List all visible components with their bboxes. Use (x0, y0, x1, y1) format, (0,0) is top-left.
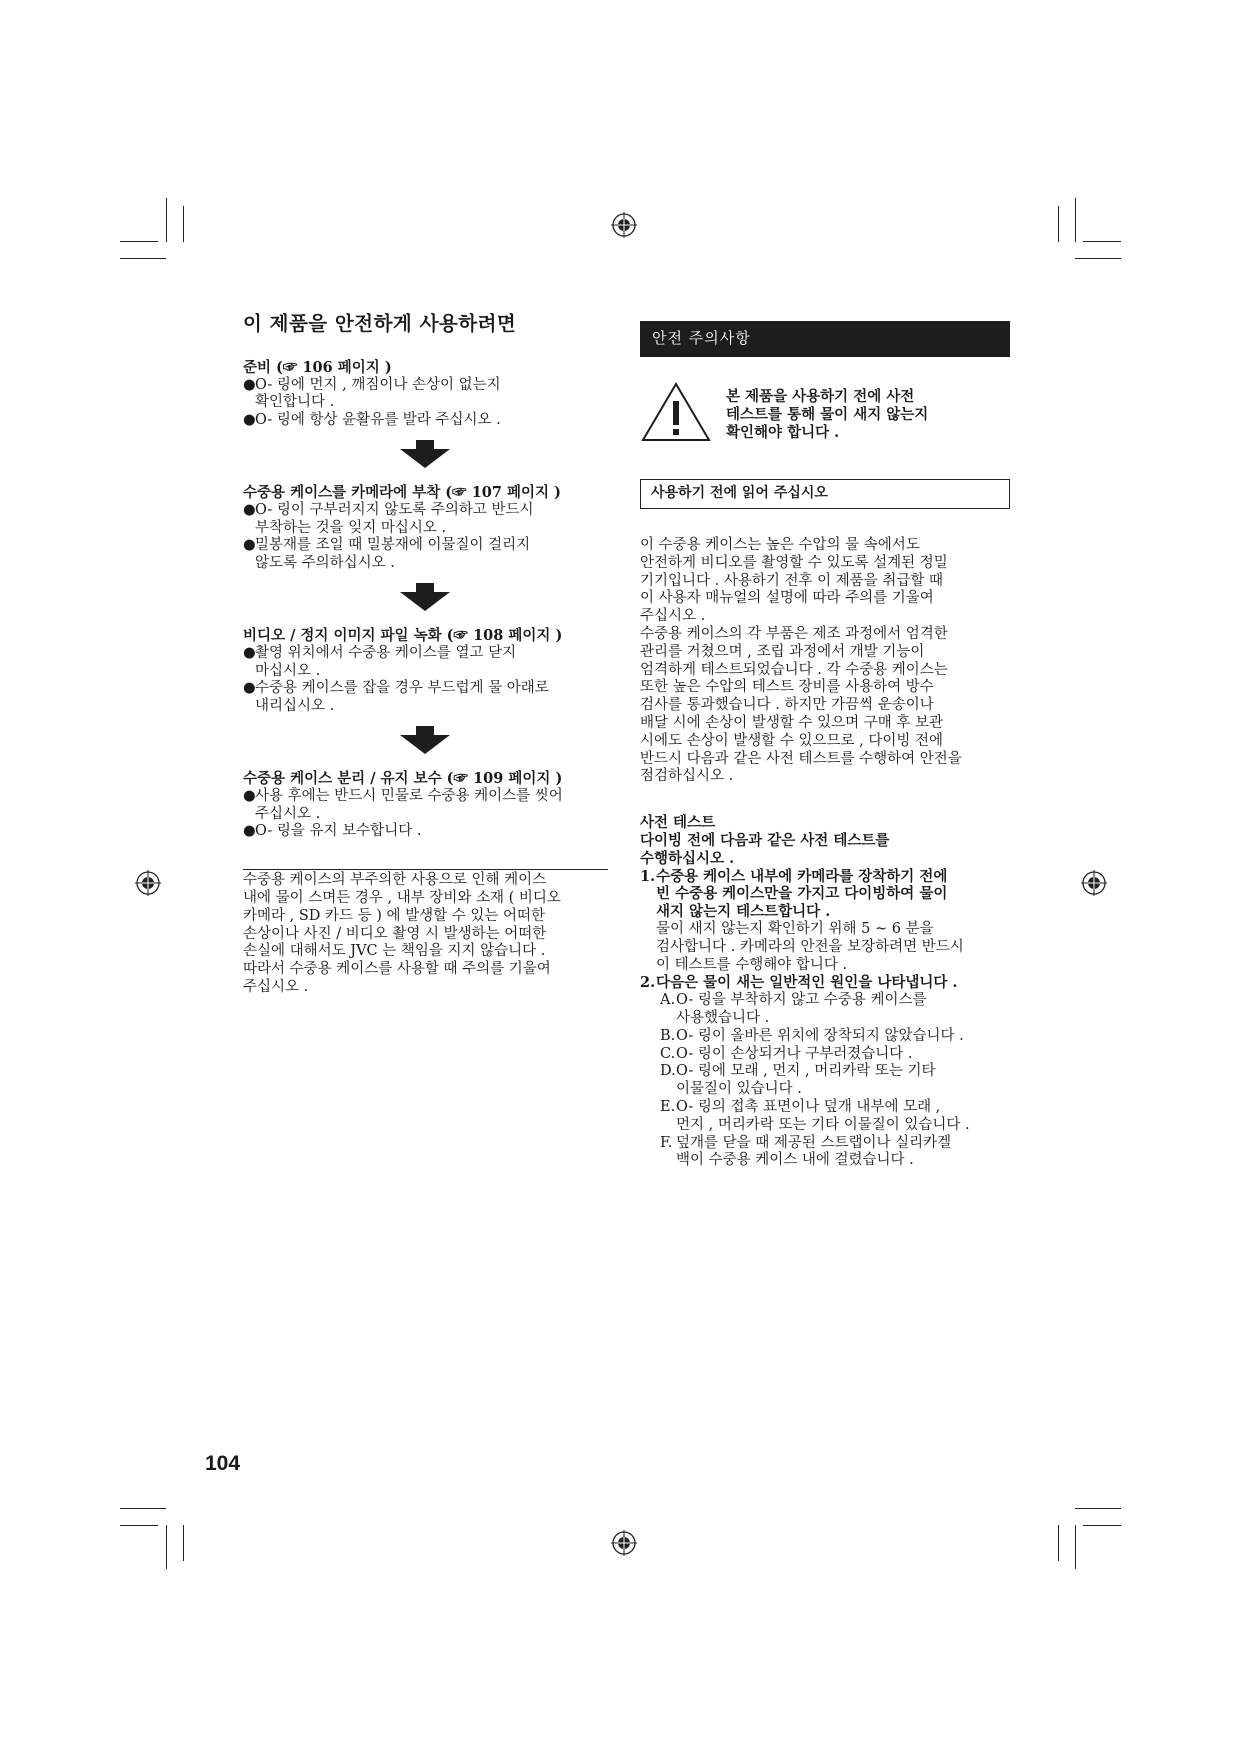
warning-line: 테스트를 통해 물이 새지 않는지 (726, 406, 929, 423)
section-banner: 안전 주의사항 (640, 321, 1010, 357)
intro-line: 시에도 손상이 발생할 수 있으므로 , 다이빙 전에 (640, 732, 944, 749)
bullet-line: 마십시오 . (255, 662, 321, 679)
cause-line: O- 링을 부착하지 않고 수중용 케이스를 (676, 992, 927, 1009)
intro-line: 기기입니다 . 사용하기 전후 이 제품을 취급할 때 (640, 572, 944, 589)
registration-mark-icon (1081, 870, 1107, 896)
cause-line: 이물질이 있습니다 . (676, 1081, 802, 1098)
cause-line: 사용했습니다 . (676, 1009, 770, 1026)
bullet-item (243, 680, 608, 716)
intro-line: 이 사용자 매뉴얼의 설명에 따라 주의를 기울여 (640, 590, 934, 607)
intro-line: 안전하게 비디오를 촬영할 수 있도록 설계된 정밀 (640, 554, 948, 571)
step-detach-maintain (243, 770, 608, 841)
disclaimer-line: 주십시오 . (243, 978, 309, 995)
disclaimer (243, 869, 608, 997)
warning-line: 본 제품을 사용하기 전에 사전 (726, 388, 915, 405)
cause-item (640, 1135, 1010, 1171)
right-column (640, 320, 1010, 1170)
cause-line: O- 링에 모래 , 먼지 , 머리카락 또는 기타 (676, 1063, 936, 1080)
warning-text (726, 388, 928, 442)
intro-line: 엄격하게 테스트되었습니다 . 각 수중용 케이스는 (640, 661, 948, 678)
warning-triangle-icon (640, 381, 712, 443)
pretest-item-1 (640, 868, 1010, 975)
disclaimer-line: 수중용 케이스의 부주의한 사용으로 인해 케이스 (243, 872, 547, 889)
cause-line: 덮개를 닫을 때 제공된 스트랩이나 실리카겔 (676, 1134, 952, 1151)
disclaimer-line: 카메라 , SD 카드 등 ) 에 발생할 수 있는 어떠한 (243, 907, 546, 924)
bullet-line: 촬영 위치에서 수중용 케이스를 열고 닫지 (255, 644, 517, 661)
step-title: 수중용 케이스를 카메라에 부착 (☞ 107 페이지 ) (243, 483, 561, 501)
bullet-line: 부착하는 것을 잊지 마십시오 . (255, 519, 447, 536)
step-record (243, 627, 608, 716)
cause-line: 백이 수중용 케이스 내에 걸렸습니다 . (676, 1152, 914, 1169)
disclaimer-line: 내에 물이 스며든 경우 , 내부 장비와 소재 ( 비디오 (243, 889, 561, 906)
down-arrow-icon (400, 583, 450, 611)
intro-line: 검사를 통과했습니다 . 하지만 가끔씩 운송이나 (640, 697, 934, 714)
bullet-line: O- 링에 먼지 , 깨짐이나 손상이 없는지 (255, 376, 501, 393)
step-title: 비디오 / 정지 이미지 파일 녹화 (☞ 108 페이지 ) (243, 626, 563, 644)
bullet-line: O- 링이 구부러지지 않도록 주의하고 반드시 (255, 501, 534, 518)
registration-mark-icon (611, 1530, 637, 1556)
bullet-icon: ● (243, 644, 256, 661)
intro-line: 반드시 다음과 같은 사전 테스트를 수행하여 안전을 (640, 750, 962, 767)
intro-line: 수중용 케이스의 각 부품은 제조 과정에서 엄격한 (640, 625, 948, 642)
page-title: 이 제품을 안전하게 사용하려면 (243, 312, 517, 335)
step-title: 준비 (☞ 106 페이지 ) (243, 358, 392, 376)
cause-letter: E. (660, 1098, 676, 1115)
read-before-use-heading: 사용하기 전에 읽어 주십시오 (640, 479, 1010, 509)
bullet-line: O- 링에 항상 윤활유를 발라 주십시오 . (255, 412, 501, 429)
cause-item (640, 1063, 1010, 1099)
disclaimer-line: 손상이나 사진 / 비디오 촬영 시 발생하는 어떠한 (243, 925, 547, 942)
down-arrow-icon (400, 440, 450, 468)
bullet-icon: ● (243, 787, 256, 804)
warning-line: 확인해야 합니다 . (726, 424, 840, 441)
bullet-icon: ● (243, 412, 256, 429)
down-arrow-icon (400, 726, 450, 754)
cause-letter: A. (660, 992, 676, 1009)
bullet-item (243, 377, 608, 413)
bullet-item (243, 412, 608, 430)
bullet-line: 내리십시오 . (255, 698, 335, 715)
cause-item (640, 992, 1010, 1028)
bullet-icon: ● (243, 680, 256, 697)
cause-line: O- 링이 올바른 위치에 장착되지 않았습니다 . (676, 1027, 964, 1044)
pretest-item-2 (640, 974, 1010, 992)
step-prepare (243, 359, 608, 430)
step-title: 수중용 케이스 분리 / 유지 보수 (☞ 109 페이지 ) (243, 769, 563, 787)
intro-line: 이 수중용 케이스는 높은 수압의 물 속에서도 (640, 537, 920, 553)
bullet-line: 않도록 주의하십시오 . (255, 555, 395, 572)
bullet-line: O- 링을 유지 보수합니다 . (255, 823, 422, 840)
pretest-lead-line: 다이빙 전에 다음과 같은 사전 테스트를 (640, 831, 890, 849)
pretest-title: 사전 테스트 (640, 814, 716, 832)
intro-line: 관리를 거쳤으며 , 조립 과정에서 개발 기능이 (640, 643, 925, 660)
item-bold-line: 새지 않는지 테스트합니다 . (656, 903, 831, 921)
intro-line: 주십시오 . (640, 608, 706, 625)
step-attach (243, 484, 608, 573)
cause-letter: F. (660, 1134, 673, 1151)
bullet-icon: ● (243, 501, 256, 518)
cause-letter: B. (660, 1027, 676, 1044)
bullet-line: 사용 후에는 반드시 민물로 수중용 케이스를 씻어 (255, 787, 563, 804)
item-bold-line: 다음은 물이 새는 일반적인 원인을 나타냅니다 . (656, 974, 958, 992)
bullet-line: 수중용 케이스를 잡을 경우 부드럽게 물 아래로 (255, 680, 549, 697)
intro-line: 또한 높은 수압의 테스트 장비를 사용하여 방수 (640, 679, 934, 696)
bullet-item (243, 645, 608, 681)
registration-mark-icon (611, 212, 637, 238)
item-bold-line: 빈 수중용 케이스만을 가지고 다이빙하여 물이 (656, 885, 948, 903)
page-number: 104 (205, 1452, 241, 1475)
bullet-icon: ● (243, 376, 256, 393)
warning-block (640, 381, 1010, 453)
bullet-item (243, 537, 608, 573)
bullet-line: 밀봉재를 조일 때 밀봉재에 이물질이 걸리지 (255, 537, 531, 554)
cause-line: O- 링이 손상되거나 구부러졌습니다 . (676, 1045, 913, 1062)
item-body-line: 이 테스트를 수행해야 합니다 . (656, 956, 848, 973)
bullet-item (243, 502, 608, 538)
cause-line: O- 링의 접촉 표면이나 덮개 내부에 모래 , (676, 1098, 941, 1115)
cause-item (640, 1099, 1010, 1135)
disclaimer-line: 따라서 수중용 케이스를 사용할 때 주의를 기울여 (243, 961, 551, 978)
registration-mark-icon (135, 870, 161, 896)
bullet-icon: ● (243, 823, 256, 840)
item-number: 2. (640, 974, 656, 992)
item-body-line: 물이 새지 않는지 확인하기 위해 5 ~ 6 분을 (656, 920, 934, 937)
bullet-line: 확인합니다 . (255, 394, 335, 411)
disclaimer-line: 손실에 대해서도 JVC 는 책임을 지지 않습니다 . (243, 943, 546, 960)
cause-item (640, 1046, 1010, 1064)
item-body-line: 검사합니다 . 카메라의 안전을 보장하려면 반드시 (656, 938, 964, 955)
bullet-line: 주십시오 . (255, 805, 321, 822)
cause-line: 먼지 , 머리카락 또는 기타 이물질이 있습니다 . (676, 1116, 970, 1133)
cause-letter: D. (660, 1063, 676, 1080)
intro-paragraph (640, 537, 1010, 786)
item-bold-line: 수중용 케이스 내부에 카메라를 장착하기 전에 (656, 867, 948, 885)
cause-letter: C. (660, 1045, 676, 1062)
cause-item (640, 1028, 1010, 1046)
bullet-item (243, 823, 608, 841)
pretest-section (640, 814, 1010, 1170)
item-number: 1. (640, 867, 656, 885)
bullet-icon: ● (243, 537, 256, 554)
left-column (243, 312, 608, 997)
pretest-lead-line: 수행하십시오 . (640, 849, 735, 867)
bullet-item (243, 788, 608, 824)
intro-line: 배달 시에 손상이 발생할 수 있으며 구매 후 보관 (640, 714, 944, 731)
intro-line: 점검하십시오 . (640, 768, 734, 785)
